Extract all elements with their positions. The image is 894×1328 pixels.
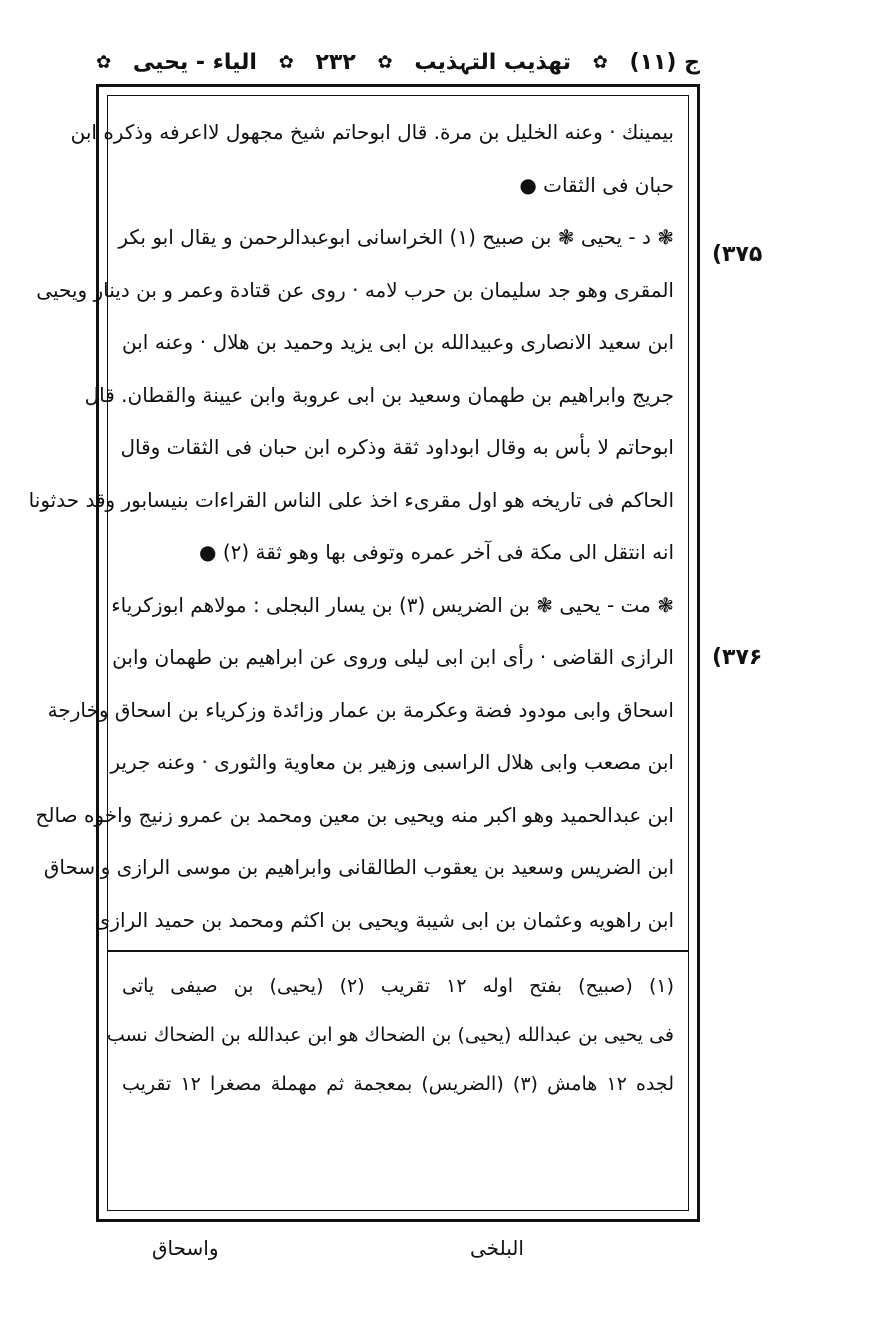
body-line: اسحاق وابی مودود فضة وعکرمة بن عمار وزائدة وزکریاء بن اسحاق وخارجة (47, 697, 674, 722)
catchword-left: واسحاق (152, 1236, 219, 1260)
body-line: ابن عبدالحمید وهو اکبر منه ویحیی بن معین ومحمد بن عمرو زنیج واخوه صالح (35, 802, 674, 827)
ornament-icon: ✿ (377, 51, 393, 73)
body-line: ابن الضریس وسعید بن یعقوب الطالقانی وابراهیم بن موسی الرازی واسحاق (43, 855, 674, 879)
header-volume: ج (۱۱) (629, 49, 700, 75)
body-line: حبان فی الثقات ● (519, 172, 674, 197)
entry-number: (۳۷۵ (712, 242, 763, 267)
page-frame (28, 84, 700, 1222)
body-line: ابن سعید الانصاری وعبیدالله بن ابی یزید وحمید بن هلال · وعنه ابن (122, 330, 674, 354)
header-book-title: تهذیب التہذیب (414, 49, 571, 75)
footnote-line: لجده ۱۲ هامش (۳) (الضریس) بمعجمة ثم مهملة مصغرا ۱۲ تقریب (122, 1073, 674, 1095)
body-line: الرازی القاضی · رأی ابن ابی لیلی وروی عن ابراهیم بن طهمان وابن (112, 645, 674, 669)
footnote-line: (۱) (صبیح) بفتح اوله ۱۲ تقریب (۲) (یحیی) بن صیفی یاتی (122, 975, 674, 997)
footnote-line: فی یحیی بن عبدالله (یحیی) بن الضحاك هو ابن عبدالله بن الضحاك نسب (106, 1024, 674, 1046)
body-line: ❃ د - یحیی ❃ بن صبیح (۱) الخراسانی ابوعبدالرحمن و یقال ابو بکر (118, 225, 674, 249)
body-line: بیمینك · وعنه الخلیل بن مرة. قال ابوحاتم شیخ مجهول لااعرفه وذکره ابن (70, 120, 674, 144)
entry-number: (۳۷۶ (712, 645, 763, 670)
body-line: ابن راهویه وعثمان بن ابی شیبة ویحیی بن اکثم ومحمد بن حمید الرازی (94, 907, 674, 932)
body-line: جریج وابراهیم بن طهمان وسعید بن ابی عروبة وابن عیینة والقطان. قال (84, 382, 674, 407)
footnote-divider (108, 950, 688, 952)
catchword-center: البلخی (470, 1236, 524, 1260)
running-header (96, 42, 700, 82)
ornament-icon: ✿ (592, 51, 608, 73)
ornament-icon: ✿ (278, 51, 294, 73)
body-line: ابوحاتم لا بأس به وقال ابوداود ثقة وذکره ابن حبان فی الثقات وقال (120, 435, 674, 459)
body-line: ❃ مت - یحیی ❃ بن الضریس (۳) بن یسار البجلی : مولاهم ابوزکریاء (111, 592, 674, 617)
body-line: الحاکم فی تاریخه هو اول مقریء اخذ علی الناس القراءات بنیسابور وقد حدثونا (28, 487, 674, 512)
ornament-icon: ✿ (96, 51, 112, 73)
body-line: انه انتقل الی مکة فی آخر عمره وتوفی بها وهو ثقة (۲) ● (199, 540, 674, 564)
text-block (28, 95, 689, 1211)
header-page-number: ۲۳۲ (315, 49, 356, 75)
header-section: الیاء - یحیی (132, 49, 257, 75)
body-line: المقری وهو جد سلیمان بن حرب لامه · روی عن قتادة وعمر و بن دینار ویحیی (36, 277, 674, 302)
body-line: ابن مصعب وابی هلال الراسبی وزهیر بن معاویة والثوری · وعنه جریر (110, 750, 674, 774)
